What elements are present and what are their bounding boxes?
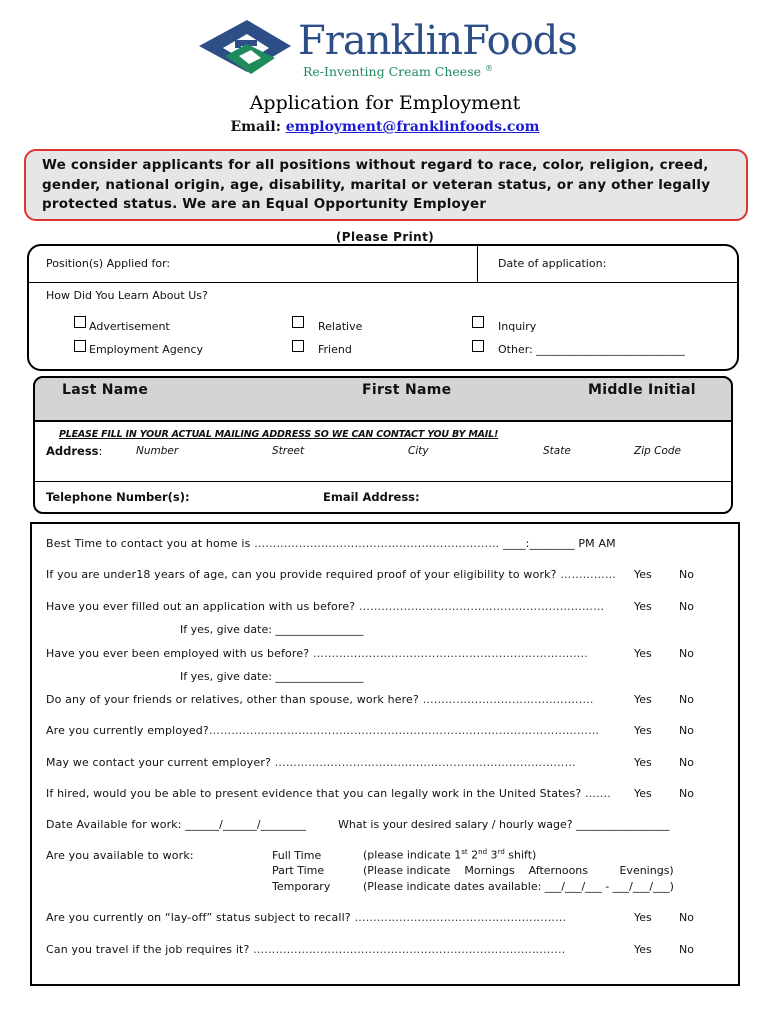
no-option[interactable]: No — [679, 600, 694, 613]
email-label: Email: — [230, 119, 281, 135]
learn-about-us-label: How Did You Learn About Us? — [46, 289, 208, 302]
employment-agency-label: Employment Agency — [89, 343, 204, 356]
logo-mark-icon — [195, 16, 295, 80]
friend-checkbox[interactable] — [292, 340, 304, 352]
full-time-option[interactable]: Full Time — [272, 849, 322, 862]
yes-option[interactable]: Yes — [634, 911, 652, 924]
temporary-dates-field[interactable]: (Please indicate dates available: ___/___/___ - ___/___/___) — [363, 880, 674, 893]
email-address-field[interactable]: Email Address: — [323, 490, 420, 504]
employed-before-question: Have you ever been employed with us before? ……………………………………………………………….. — [46, 647, 588, 660]
relative-checkbox[interactable] — [292, 316, 304, 328]
telephone-field[interactable]: Telephone Number(s): — [46, 490, 190, 504]
page-title: Application for Employment — [249, 92, 521, 114]
yes-option[interactable]: Yes — [634, 693, 652, 706]
zip-code-sublabel: Zip Code — [634, 445, 681, 457]
divider — [35, 481, 731, 482]
yes-option[interactable]: Yes — [634, 943, 652, 956]
availability-label: Are you available to work: — [46, 849, 194, 862]
desired-salary-field[interactable]: What is your desired salary / hourly wage? _________________ — [338, 818, 670, 831]
yes-option[interactable]: Yes — [634, 724, 652, 737]
other-checkbox[interactable] — [472, 340, 484, 352]
mailing-address-note: PLEASE FILL IN YOUR ACTUAL MAILING ADDRESS SO WE CAN CONTACT YOU BY MAIL! — [59, 429, 499, 440]
yes-option[interactable]: Yes — [634, 647, 652, 660]
advertisement-checkbox[interactable] — [74, 316, 86, 328]
best-time-question[interactable]: Best Time to contact you at home is ………………………………………………………… ____:________ PM AM — [46, 537, 616, 550]
first-name-field[interactable]: First Name — [362, 382, 452, 398]
no-option[interactable]: No — [679, 724, 694, 737]
friends-relatives-question: Do any of your friends or relatives, other than spouse, work here? ………………………………………. — [46, 693, 594, 706]
no-option[interactable]: No — [679, 911, 694, 924]
no-option[interactable]: No — [679, 787, 694, 800]
middle-initial-field[interactable]: Middle Initial — [588, 382, 696, 398]
applied-before-question: Have you ever filled out an application with us before? ………………………………………………………… — [46, 600, 605, 613]
advertisement-label: Advertisement — [89, 320, 170, 333]
brand-name: FranklinFoods — [298, 18, 577, 64]
no-option[interactable]: No — [679, 568, 694, 581]
part-time-times[interactable]: (Please indicate Mornings Afternoons Evenings) — [363, 864, 674, 877]
temporary-option[interactable]: Temporary — [272, 880, 331, 893]
yes-option[interactable]: Yes — [634, 600, 652, 613]
franklin-foods-logo — [195, 14, 585, 86]
address-field[interactable]: Address: — [46, 444, 103, 458]
employment-agency-checkbox[interactable] — [74, 340, 86, 352]
inquiry-checkbox[interactable] — [472, 316, 484, 328]
number-sublabel: Number — [136, 445, 179, 457]
equal-opportunity-notice: We consider applicants for all positions without regard to race, color, religion, creed, gender, national origin, age, disability, marital or veteran status, or any other legally protected status. We are an Equal Opportunity Employer — [24, 149, 748, 221]
email-line — [0, 119, 770, 135]
please-print-note: (Please Print) — [335, 230, 435, 244]
friend-label: Friend — [318, 343, 352, 356]
yes-option[interactable]: Yes — [634, 756, 652, 769]
date-of-application-field[interactable]: Date of application: — [498, 257, 607, 270]
other-field[interactable]: Other: ___________________________ — [498, 343, 685, 356]
divider — [29, 282, 737, 283]
relative-label: Relative — [318, 320, 363, 333]
positions-field[interactable]: Position(s) Applied for: — [46, 257, 171, 270]
email-link[interactable]: employment@franklinfoods.com — [285, 119, 540, 135]
divider — [477, 246, 478, 282]
state-sublabel: State — [543, 445, 571, 457]
travel-question: Can you travel if the job requires it? ………………………………………………………………………… — [46, 943, 566, 956]
part-time-option[interactable]: Part Time — [272, 864, 325, 877]
date-available-field[interactable]: Date Available for work: ______/______/________ — [46, 818, 306, 831]
employed-date-field[interactable]: If yes, give date: ________________ — [180, 670, 364, 683]
contact-employer-question: May we contact your current employer? ……………………………………………………………………… — [46, 756, 576, 769]
under18-question: If you are under18 years of age, can you provide required proof of your eligibility to work? …………… — [46, 568, 617, 581]
no-option[interactable]: No — [679, 756, 694, 769]
inquiry-label: Inquiry — [498, 320, 537, 333]
brand-tagline: Re-Inventing Cream Cheese ® — [303, 64, 493, 80]
yes-option[interactable]: Yes — [634, 568, 652, 581]
no-option[interactable]: No — [679, 647, 694, 660]
currently-employed-question: Are you currently employed?…………………………………………………………………………………………… — [46, 724, 600, 737]
applied-date-field[interactable]: If yes, give date: ________________ — [180, 623, 364, 636]
layoff-question: Are you currently on “lay-off” status subject to recall? ………………………………………………… — [46, 911, 567, 924]
city-sublabel: City — [408, 445, 429, 457]
no-option[interactable]: No — [679, 943, 694, 956]
street-sublabel: Street — [272, 445, 305, 457]
yes-option[interactable]: Yes — [634, 787, 652, 800]
no-option[interactable]: No — [679, 693, 694, 706]
last-name-field[interactable]: Last Name — [62, 382, 149, 398]
legal-work-question: If hired, would you be able to present evidence that you can legally work in the United States? ……. — [46, 787, 611, 800]
shift-indicator[interactable]: (please indicate 1st 2nd 3rd shift) — [363, 848, 537, 862]
